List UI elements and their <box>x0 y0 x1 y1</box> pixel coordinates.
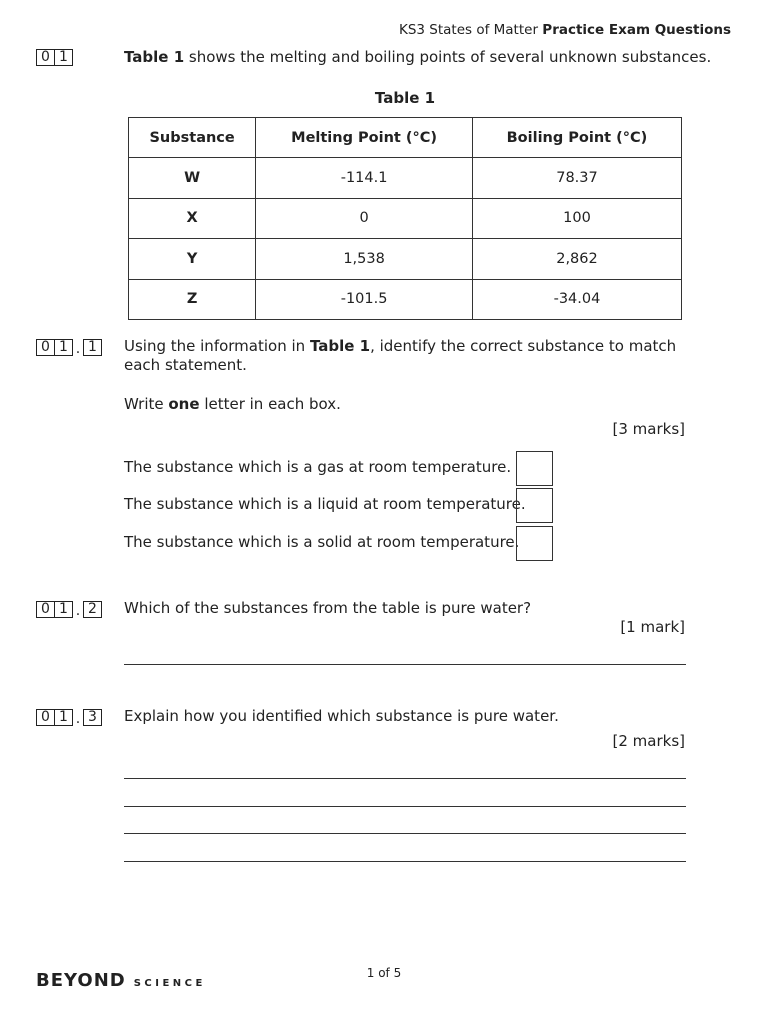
question-line-1 <box>124 337 676 356</box>
table-caption: Table 1 <box>374 89 436 107</box>
cell-boiling-point: 2,862 <box>472 239 681 279</box>
brand-sub: SCIENCE <box>133 978 206 989</box>
col-header-substance: Substance <box>129 118 256 158</box>
cell-boiling-point: 78.37 <box>472 158 681 198</box>
cell-substance: W <box>129 158 256 198</box>
qnum-digit: 1 <box>54 601 73 618</box>
cell-substance: Z <box>129 279 256 319</box>
qnum-digit: 1 <box>54 49 73 66</box>
qnum-digit: 1 <box>54 339 73 356</box>
cell-substance: X <box>129 198 256 238</box>
answer-box-gas[interactable] <box>516 451 553 486</box>
header-title: Practice Exam Questions <box>542 22 731 38</box>
page-header <box>399 22 731 38</box>
q-text-post: , identify the correct substance to match <box>370 337 677 355</box>
cell-substance: Y <box>129 239 256 279</box>
statement-liquid: The substance which is a liquid at room temperature. <box>124 495 526 513</box>
brand-name: BEYOND <box>36 970 126 991</box>
qnum-dot: . <box>75 603 81 619</box>
answer-line[interactable] <box>124 861 686 862</box>
marks-label: [3 marks] <box>612 420 685 438</box>
statement-solid: The substance which is a solid at room temperature. <box>124 533 520 551</box>
answer-line[interactable] <box>124 806 686 807</box>
question-01-1-text <box>124 337 676 375</box>
question-number-01-3 <box>36 709 102 726</box>
question-01-2-text: Which of the substances from the table is pure water? <box>124 599 532 617</box>
cell-melting-point: -114.1 <box>256 158 473 198</box>
answer-line[interactable] <box>124 778 686 779</box>
cell-melting-point: 0 <box>256 198 473 238</box>
cell-boiling-point: 100 <box>472 198 681 238</box>
marks-label: [2 marks] <box>612 732 685 750</box>
answer-box-liquid[interactable] <box>516 488 553 523</box>
qnum-digit: 0 <box>36 49 55 66</box>
qnum-digit: 3 <box>83 709 102 726</box>
table-row <box>129 198 682 238</box>
table-row <box>129 239 682 279</box>
question-number-01-1 <box>36 339 102 356</box>
qnum-digit: 1 <box>83 339 102 356</box>
table-ref: Table 1 <box>309 337 371 355</box>
qnum-digit: 1 <box>54 709 73 726</box>
question-line-2: each statement. <box>124 356 247 374</box>
table-row <box>129 158 682 198</box>
marks-label: [1 mark] <box>620 618 685 636</box>
instr-bold: one <box>168 395 200 413</box>
answer-box-solid[interactable] <box>516 526 553 561</box>
qnum-digit: 0 <box>36 709 55 726</box>
qnum-digit: 2 <box>83 601 102 618</box>
table-ref: Table 1 <box>124 48 185 66</box>
qnum-dot: . <box>75 711 81 727</box>
table-header-row <box>129 118 682 158</box>
qnum-digit: 0 <box>36 339 55 356</box>
table-row <box>129 279 682 319</box>
statement-gas: The substance which is a gas at room temperature. <box>124 458 512 476</box>
col-header-boiling-point: Boiling Point (°C) <box>472 118 681 158</box>
cell-melting-point: -101.5 <box>256 279 473 319</box>
question-01-3-text: Explain how you identified which substance is pure water. <box>124 707 559 725</box>
answer-line[interactable] <box>124 664 686 665</box>
substances-table <box>128 117 682 320</box>
page-number: 1 of 5 <box>366 966 402 980</box>
question-number-01-2 <box>36 601 102 618</box>
col-header-melting-point: Melting Point (°C) <box>256 118 473 158</box>
cell-melting-point: 1,538 <box>256 239 473 279</box>
question-01-1-instruction <box>124 395 341 414</box>
answer-line[interactable] <box>124 833 686 834</box>
header-subject: KS3 States of Matter <box>398 22 543 38</box>
qnum-dot: . <box>75 341 81 357</box>
instr-post: letter in each box. <box>199 395 341 413</box>
cell-boiling-point: -34.04 <box>472 279 681 319</box>
intro-text: shows the melting and boiling points of several unknown substances. <box>184 48 712 66</box>
instr-pre: Write <box>124 395 169 413</box>
q-text-pre: Using the information in <box>124 337 310 355</box>
question-number-01 <box>36 49 73 66</box>
question-01-intro <box>124 48 711 67</box>
qnum-digit: 0 <box>36 601 55 618</box>
